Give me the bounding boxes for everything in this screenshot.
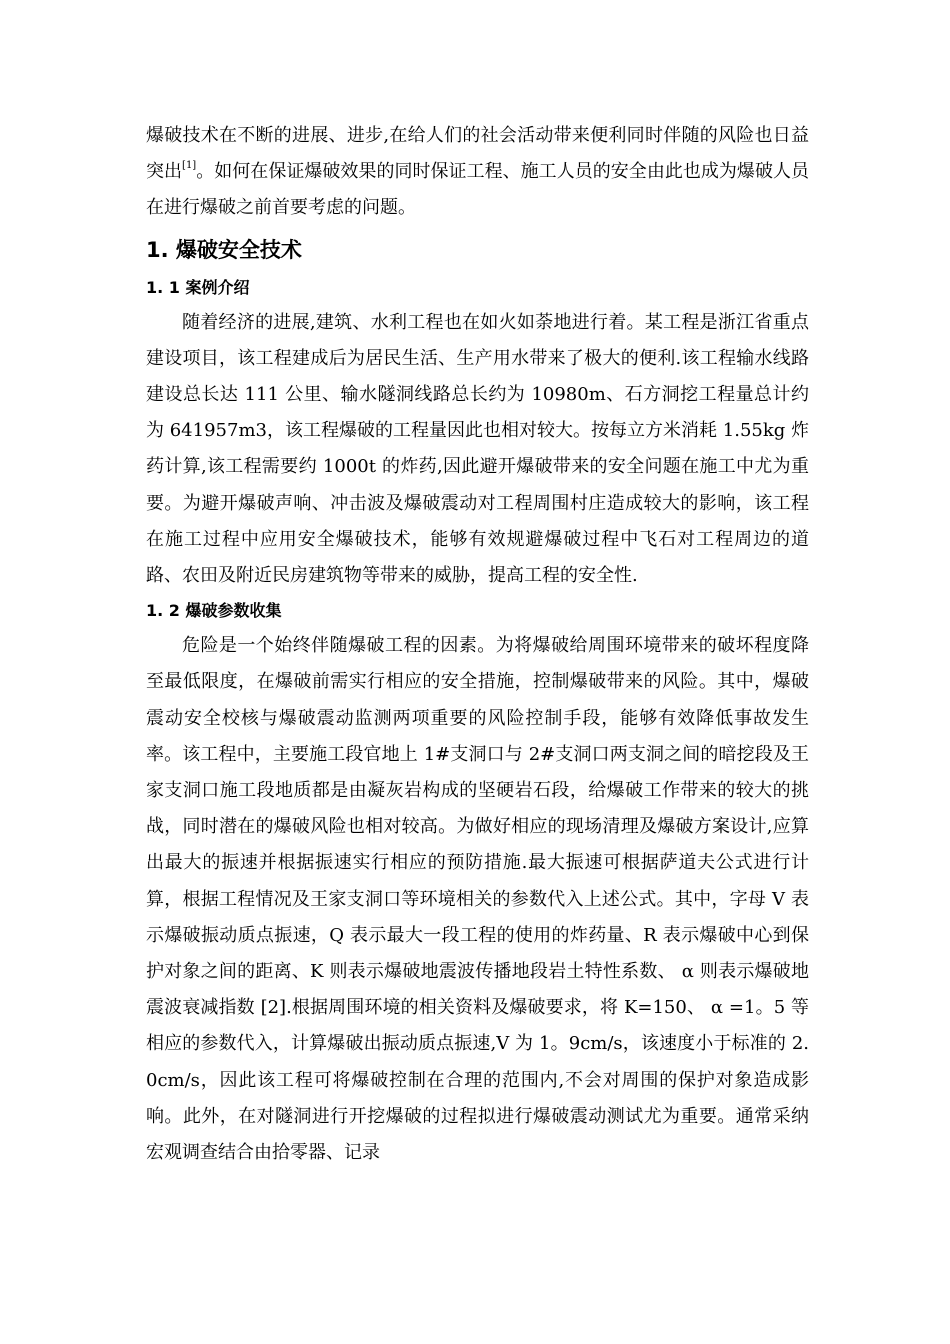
subsection-heading-1-1: 1. 1 案例介绍	[146, 277, 250, 297]
subsection-1-2-body: 危险是一个始终伴随爆破工程的因素。为将爆破给周围环境带来的破坏程度降至最低限度，在爆破前需实行相应的安全措施，控制爆破带来的风险。其中，爆破震动安全校核与爆破震动监测两项重要的风险控制手段，能够有效降低事故发生率。该工程中，主要施工段官地上 1#支洞口与 2#支洞口两支洞之间的暗挖段及王家支洞口施工段地质都是由凝灰岩构成的坚硬岩石段，给爆破工作带来的较大的挑战，同时潜在的爆破风险也相对较高。为做好相应的现场清理及爆破方案设计,应算出最大的振速并根据振速实行相应的预防措施.最大振速可根据萨道夫公式进行计算，根据工程情况及王家支洞口等环境相关的参数代入上述公式。其中，字母 V 表示爆破振动质点振速，Q 表示最大一段工程的使用的炸药量、R 表示爆破中心到保护对象之间的距离、K 则表示爆破地震波传播地段岩土特性系数、 α 则表示爆破地震波衰减指数 [2].根据周围环境的相关资料及爆破要求，将 K=150、 α =1。5 等相应的参数代入，计算爆破出振动质点振速,V 为 1。9cm/s，该速度小于标准的 2.0cm/s，因此该工程可将爆破控制在合理的范围内,不会对周围的保护对象造成影响。此外，在对隧洞进行开挖爆破的过程拟进行爆破震动测试尤为重要。通常采纳宏观调查结合由拾零器、记录	[146, 635, 809, 1164]
citation-ref-1: [1]	[182, 160, 197, 172]
intro-text-before-ref: 爆破技术在不断的进展、进步,在给人们的社会活动带来便利同时伴随的风险也日益突出	[146, 125, 809, 183]
subsection-1-1-body: 随着经济的进展,建筑、水利工程也在如火如荼地进行着。某工程是浙江省重点建设项目，该工程建成后为居民生活、生产用水带来了极大的便利.该工程输水线路建设总长达 111 公里、输水隧洞线路总长约为 10980m、石方洞挖工程量总计约为 641957m3，该工程爆破的工程量因此也相对较大。按每立方米消耗 1.55kg 炸药计算,该工程需要约 1000t 的炸药,因此避开爆破带来的安全问题在施工中尤为重要。为避开爆破声响、冲击波及爆破震动对工程周围村庄造成较大的影响，该工程在施工过程中应用安全爆破技术，能够有效规避爆破过程中飞石对工程周边的道路、农田及附近民房建筑物等带来的威胁，提高工程的安全性.	[146, 311, 809, 587]
section-heading: 1. 爆破安全技术	[146, 237, 302, 262]
intro-text-after-ref: 。如何在保证爆破效果的同时保证工程、施工人员的安全由此也成为爆破人员在进行爆破之前首要考虑的问题。	[146, 161, 809, 219]
document-page	[146, 118, 809, 1171]
subsection-heading-1-2: 1. 2 爆破参数收集	[146, 601, 282, 621]
intro-paragraph	[146, 118, 809, 227]
